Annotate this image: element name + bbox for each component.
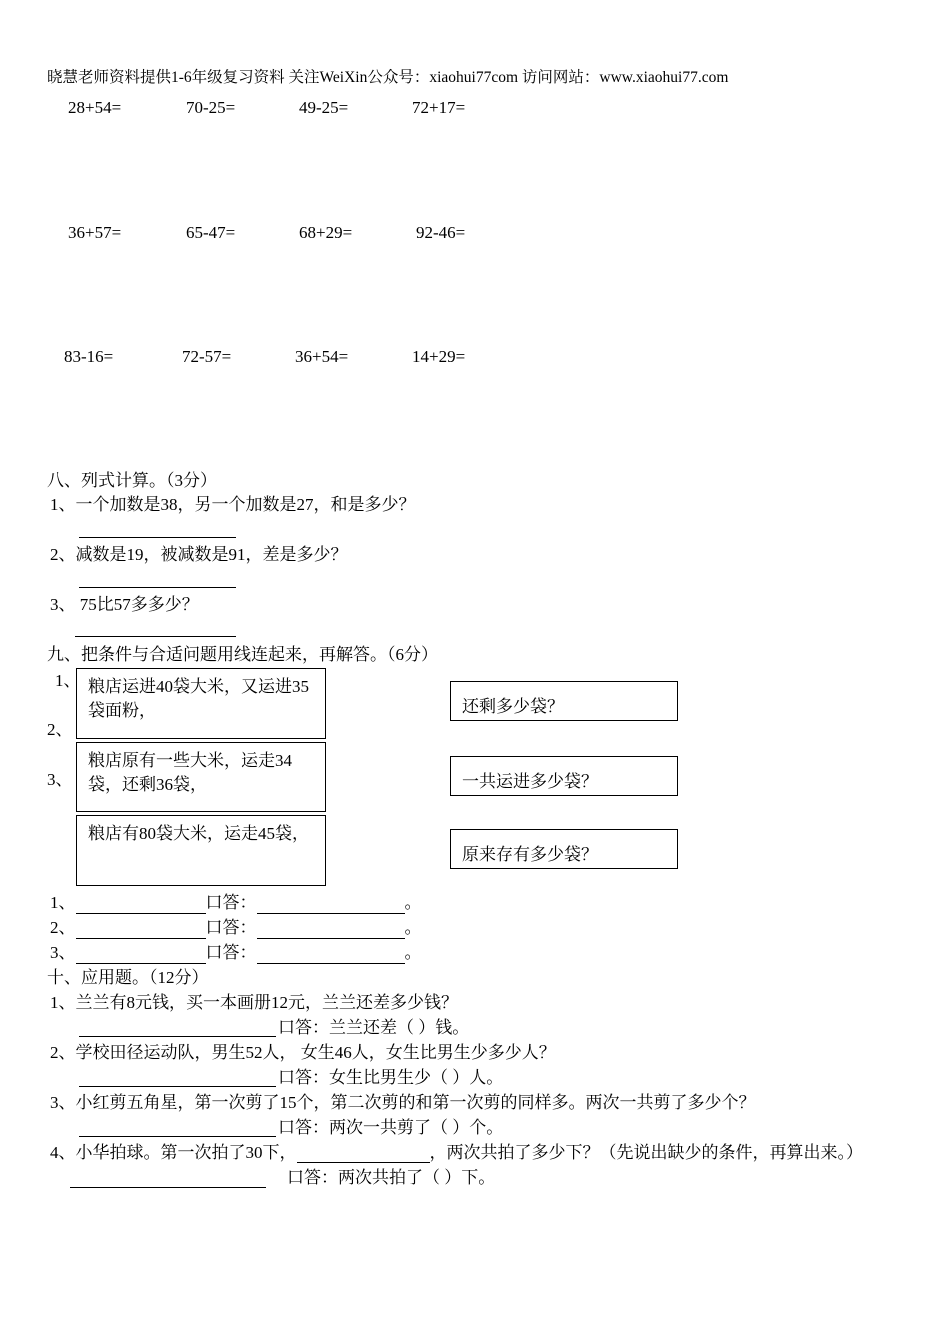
question-box-c[interactable]	[450, 829, 678, 869]
answer-line[interactable]	[79, 1036, 276, 1037]
kouda-label: 口答：	[205, 893, 257, 912]
question-text: 一共运进多少袋？	[462, 772, 598, 791]
calc-item: 65-47=	[186, 223, 236, 242]
answer-blank[interactable]	[257, 920, 405, 939]
question-box-a[interactable]	[450, 681, 678, 721]
section10-q1: 1、兰兰有8元钱，买一本画册12元，兰兰还差多少钱？	[50, 993, 458, 1012]
period: 。	[404, 893, 422, 912]
condition-box-2[interactable]	[76, 742, 326, 812]
page-header: 晓慧老师资料提供1-6年级复习资料 关注WeiXin公众号：xiaohui77com 访问网站：www.xiaohui77.com	[47, 69, 729, 86]
section8-q3: 3、 75比57多多少？	[50, 595, 199, 614]
section9-answer-row	[50, 917, 422, 941]
section9-title: 九、把条件与合适问题用线连起来，再解答。（6分）	[47, 645, 438, 664]
formula-blank[interactable]	[76, 945, 206, 964]
calc-item: 49-25=	[299, 98, 349, 117]
section10-q4-start: 4、小华拍球。第一次拍了30下，	[50, 1143, 297, 1162]
section10-a3: 口答：两次一共剪了（ ）个。	[278, 1118, 504, 1137]
section9-answer-row	[50, 892, 422, 916]
cond-number: 1、	[55, 671, 81, 690]
answer-number: 1、	[50, 893, 76, 912]
calc-item: 72-57=	[182, 347, 232, 366]
answer-line[interactable]	[79, 587, 236, 588]
answer-line[interactable]	[70, 1187, 266, 1188]
answer-line[interactable]	[79, 1136, 276, 1137]
section9-answer-row	[50, 942, 422, 966]
question-text: 还剩多少袋？	[462, 697, 564, 716]
calc-item: 83-16=	[64, 347, 114, 366]
calc-item: 70-25=	[186, 98, 236, 117]
condition-box-1[interactable]	[76, 668, 326, 739]
cond-number: 2、	[47, 720, 73, 739]
condition-text: 粮店原有一些大米，运走34袋，还剩36袋，	[88, 751, 292, 794]
cond-number: 3、	[47, 770, 73, 789]
condition-box-3[interactable]	[76, 815, 326, 886]
section10-title: 十、应用题。（12分）	[47, 968, 209, 987]
answer-line[interactable]	[79, 1086, 276, 1087]
section8-title: 八、列式计算。（3分）	[47, 471, 217, 490]
question-text: 原来存有多少袋？	[462, 845, 598, 864]
answer-blank[interactable]	[257, 945, 405, 964]
kouda-label: 口答：	[205, 918, 257, 937]
section10-q2: 2、学校田径运动队，男生52人， 女生46人，女生比男生少多少人？	[50, 1043, 556, 1062]
section10-a4: 口答：两次共拍了（ ）下。	[287, 1168, 496, 1187]
question-box-b[interactable]	[450, 756, 678, 796]
calc-item: 28+54=	[68, 98, 122, 117]
calc-item: 68+29=	[299, 223, 353, 242]
formula-blank[interactable]	[76, 895, 206, 914]
period: 。	[404, 943, 422, 962]
calc-item: 36+57=	[68, 223, 122, 242]
section10-a1: 口答：兰兰还差（ ）钱。	[278, 1018, 470, 1037]
section10-q4-end: ，两次共拍了多少下？（先说出缺少的条件，再算出来。）	[429, 1143, 863, 1162]
condition-text: 粮店有80袋大米，运走45袋，	[88, 824, 309, 843]
calc-item: 36+54=	[295, 347, 349, 366]
section8-q1: 1、一个加数是38，另一个加数是27，和是多少？	[50, 495, 416, 514]
section10-a2: 口答：女生比男生少（ ）人。	[278, 1068, 504, 1087]
formula-blank[interactable]	[76, 920, 206, 939]
section10-q4	[50, 1143, 863, 1163]
answer-line[interactable]	[75, 636, 236, 637]
section10-q3: 3、小红剪五角星，第一次剪了15个，第二次剪的和第一次剪的同样多。两次一共剪了多少个？	[50, 1093, 756, 1112]
period: 。	[404, 918, 422, 937]
section8-q2: 2、减数是19，被减数是91，差是多少？	[50, 545, 348, 564]
answer-blank[interactable]	[257, 895, 405, 914]
calc-item: 92-46=	[416, 223, 466, 242]
missing-condition-blank[interactable]	[297, 1144, 430, 1163]
condition-text: 粮店运进40袋大米，又运进35袋面粉，	[88, 677, 309, 720]
answer-number: 2、	[50, 918, 76, 937]
answer-number: 3、	[50, 943, 76, 962]
kouda-label: 口答：	[205, 943, 257, 962]
calc-item: 14+29=	[412, 347, 466, 366]
answer-line[interactable]	[79, 537, 236, 538]
calc-item: 72+17=	[412, 98, 466, 117]
